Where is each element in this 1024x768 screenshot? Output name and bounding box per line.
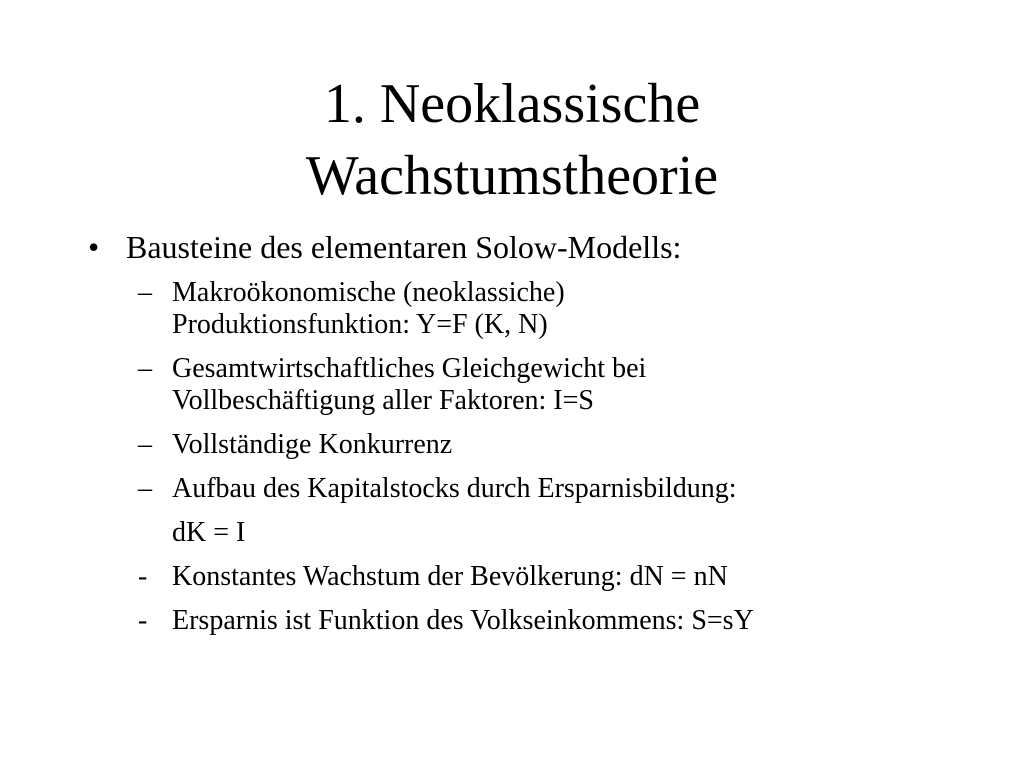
slide-title-line: 1. Neoklassische: [323, 73, 701, 135]
hyphen-icon: -: [138, 561, 148, 592]
sub-bullet-item: [136, 561, 988, 593]
sub-bullet-text: Aufbau des Kapitalstocks durch Ersparnisbildung:: [172, 473, 737, 504]
sub-bullet-text: Konstantes Wachstum der Bevölkerung: dN = nN: [172, 561, 728, 592]
dash-icon: –: [138, 277, 152, 308]
sub-bullet-item-continuation: [136, 517, 988, 549]
slide-title: [0, 68, 1024, 212]
sub-bullet-text: Vollbeschäftigung aller Faktoren: I=S: [172, 385, 594, 416]
sub-bullet-item: [136, 353, 988, 417]
slide-title-line: Wachstumstheorie: [305, 145, 719, 207]
dash-icon: –: [138, 353, 152, 384]
sub-bullet-item: [136, 277, 988, 341]
bullet-item-main: [88, 225, 988, 269]
bullet-dot-icon: •: [88, 229, 100, 265]
sub-bullet-list: [136, 277, 988, 637]
dash-icon: –: [138, 429, 152, 460]
sub-bullet-item: [136, 605, 988, 637]
sub-bullet-text: Produktionsfunktion: Y=F (K, N): [172, 309, 548, 340]
sub-bullet-text: dK = I: [172, 517, 246, 548]
sub-bullet-text: Gesamtwirtschaftliches Gleichgewicht bei: [172, 353, 647, 384]
sub-bullet-item: [136, 473, 988, 505]
sub-bullet-text: Ersparnis ist Funktion des Volkseinkommens: S=sY: [172, 605, 754, 636]
bullet-text: Bausteine des elementaren Solow-Modells:: [126, 229, 682, 265]
sub-bullet-text: Vollständige Konkurrenz: [172, 429, 453, 460]
sub-bullet-item: [136, 429, 988, 461]
dash-icon: –: [138, 473, 152, 504]
hyphen-icon: -: [138, 605, 148, 636]
sub-bullet-text: Makroökonomische (neoklassiche): [172, 277, 565, 308]
bullet-list: [88, 225, 988, 649]
